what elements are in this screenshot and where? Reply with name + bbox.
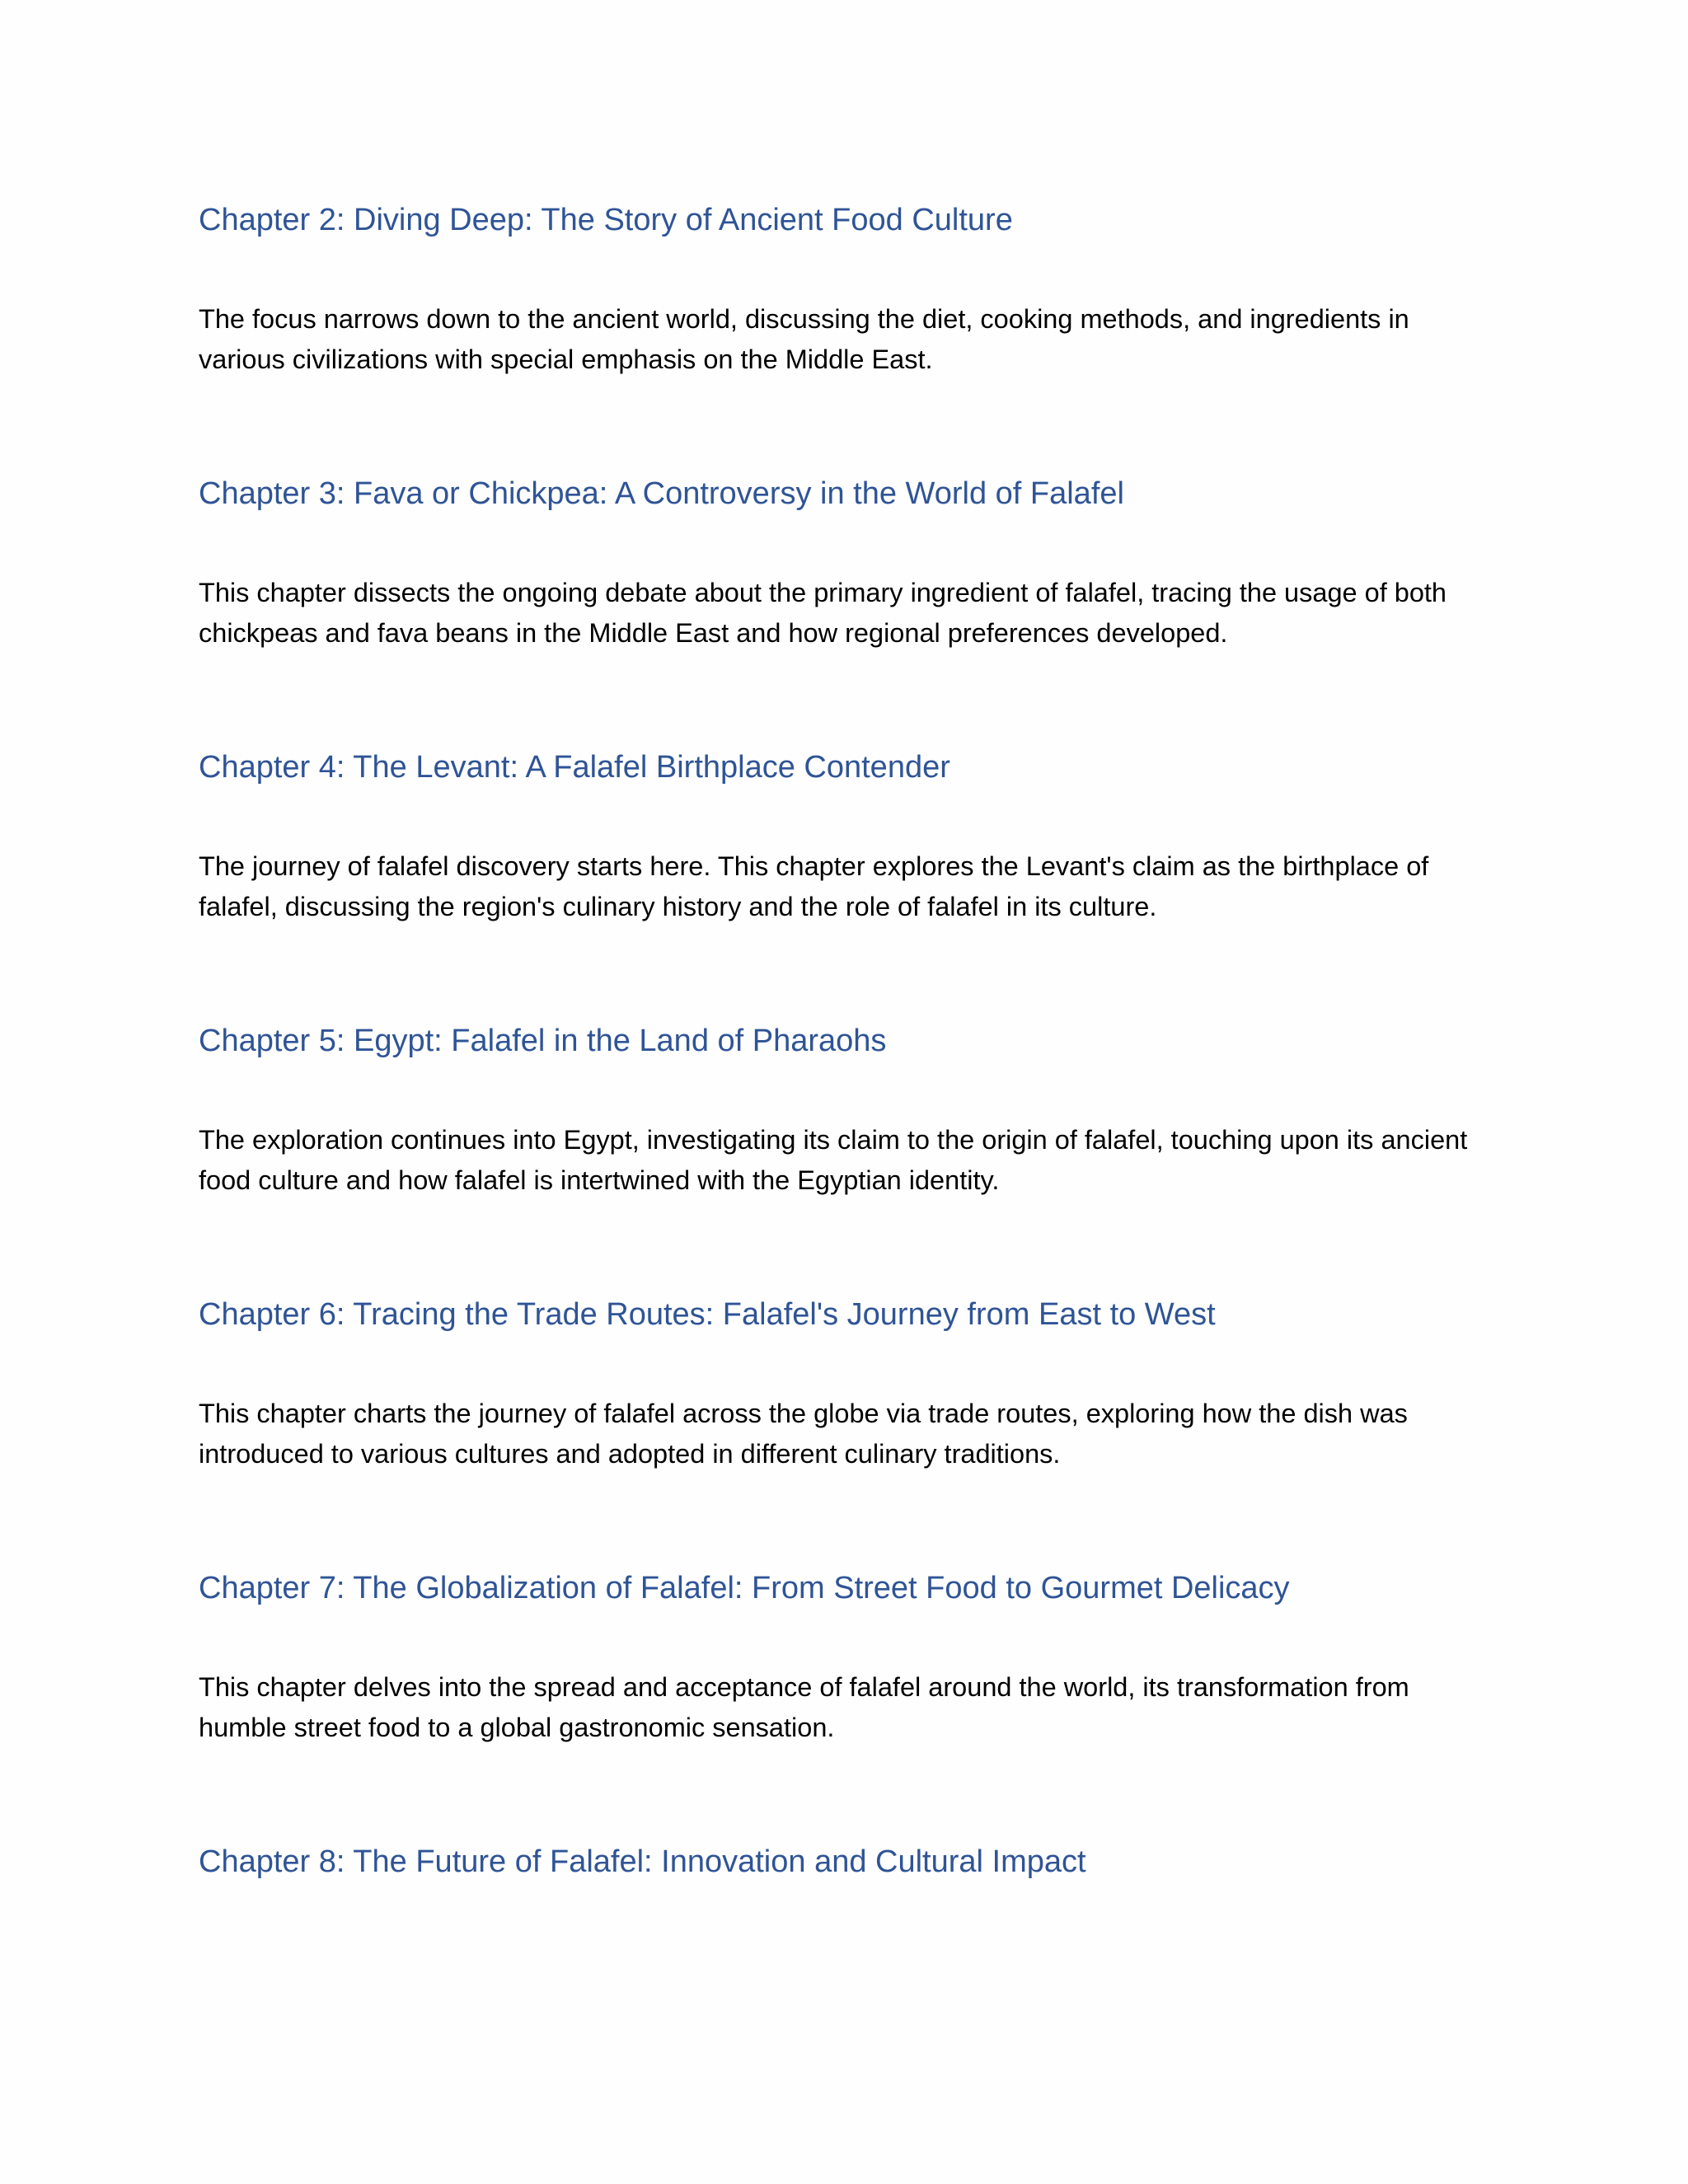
chapter-description: The focus narrows down to the ancient world, discussing the diet, cooking methods, and ingredients in various civilizations with special emphasis on the Middle East.	[199, 304, 1409, 374]
chapter-heading: Chapter 7: The Globalization of Falafel: From Street Food to Gourmet Delicacy	[199, 1571, 1290, 1605]
chapter-description: This chapter delves into the spread and acceptance of falafel around the world, its transformation from humble street food to a global gastronomic sensation.	[199, 1672, 1409, 1742]
chapter-section-7	[199, 1567, 1484, 1748]
chapter-section-2	[199, 199, 1484, 380]
chapter-description: This chapter charts the journey of falafel across the globe via trade routes, exploring how the dish was introduced to various cultures and adopted in different culinary traditions.	[199, 1399, 1408, 1469]
chapter-heading: Chapter 6: Tracing the Trade Routes: Falafel's Journey from East to West	[199, 1297, 1216, 1332]
chapter-heading: Chapter 2: Diving Deep: The Story of Ancient Food Culture	[199, 203, 1013, 237]
chapter-section-5	[199, 1019, 1484, 1201]
chapter-heading: Chapter 8: The Future of Falafel: Innovation and Cultural Impact	[199, 1844, 1086, 1879]
chapter-section-6	[199, 1293, 1484, 1474]
chapter-section-3	[199, 472, 1484, 654]
chapter-section-8	[199, 1840, 1484, 1883]
chapter-description: The journey of falafel discovery starts here. This chapter explores the Levant's claim as the birthplace of falafel, discussing the region's culinary history and the role of falafel in its culture.	[199, 851, 1429, 921]
chapter-description: The exploration continues into Egypt, investigating its claim to the origin of falafel, touching upon its ancient food culture and how falafel is intertwined with the Egyptian identity.	[199, 1125, 1468, 1195]
chapter-heading: Chapter 5: Egypt: Falafel in the Land of Pharaohs	[199, 1024, 887, 1058]
chapter-heading: Chapter 4: The Levant: A Falafel Birthplace Contender	[199, 750, 950, 785]
chapter-section-4	[199, 746, 1484, 927]
chapter-description: This chapter dissects the ongoing debate about the primary ingredient of falafel, tracing the usage of both chickpeas and fava beans in the Middle East and how regional preferences developed.	[199, 578, 1447, 648]
chapter-heading: Chapter 3: Fava or Chickpea: A Controversy in the World of Falafel	[199, 476, 1124, 511]
